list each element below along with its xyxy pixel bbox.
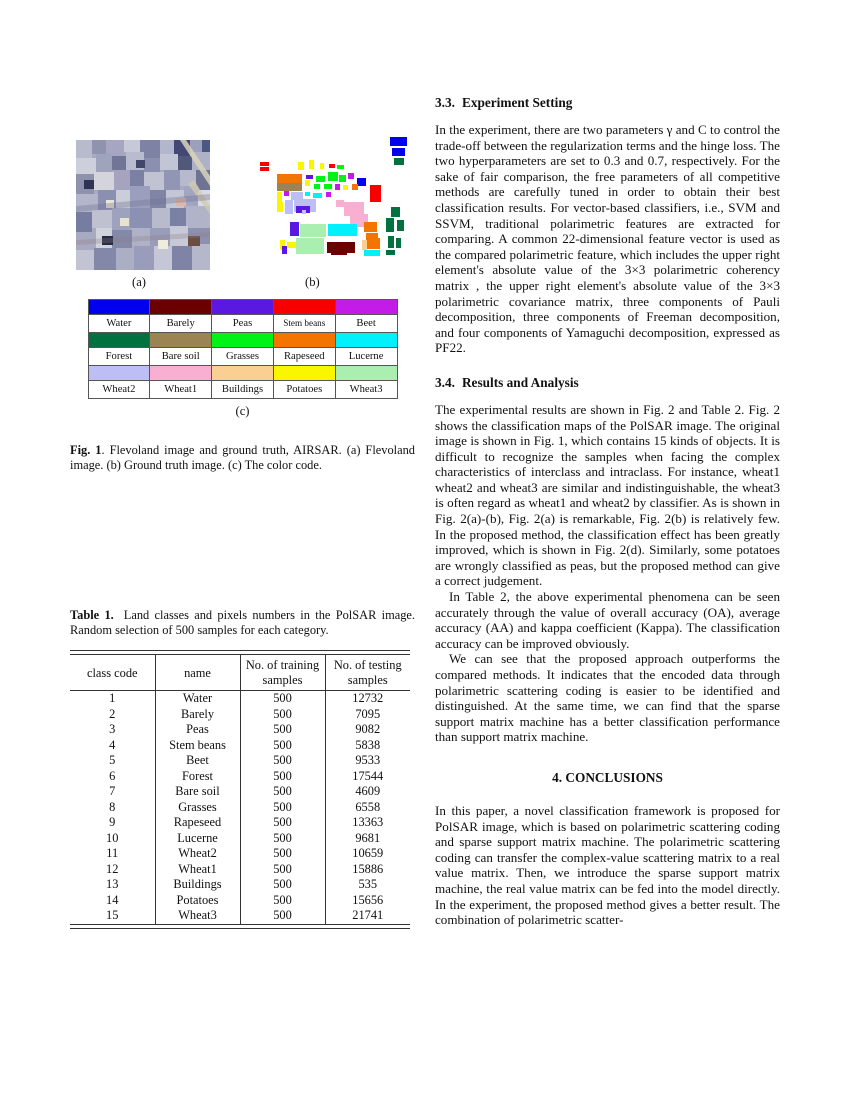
swatch-wheat2: [88, 366, 150, 381]
cell-name: Potatoes: [155, 893, 240, 909]
paragraph-experiment-setting: In the experiment, there are two parameters γ and C to control the trade-off between the regularization terms and the hinge loss. The two hyperparameters are set to 0.3 and 0.7, respectively. For the sake of fair comparison, the free parameters of all competitive methods are carefully tuned in order to obtain their best classification results. For vector-based classifiers, i.e., SVM and SSVM, traditional polarimetric features are extracted for comparing. A common 22-dimensional feature vector is used as the compared polarimetric feature, which includes the upper right element's absolute value of the 3×3 polarimetric coherency matrix , the upper right element's absolute value of the 3×3 polarimetric covariance matrix, three components of Pauli decomposition, three components of Freeman decomposition, and four components of Yamaguchi decomposition, expressed as PF22.: [435, 122, 780, 356]
column-header-training-line1: No. of training: [245, 658, 320, 673]
subcaption-b: (b): [305, 275, 320, 289]
cell-class-code: 15: [106, 908, 119, 923]
subcaption-a: (a): [132, 275, 146, 289]
column-header-class-code-line1: class code: [86, 665, 138, 680]
label-wheat2: Wheat2: [88, 381, 150, 399]
label-stem-beans: Stem beans: [273, 315, 335, 333]
paragraph-conclusions: In this paper, a novel classification framework is proposed for PolSAR image, which is based on polarimetric scattering coding and sparse support matrix machine. The polarimetric scattering coding can transfer the complex-value scattering matrix to a real value matrix. Then, we introduce the sparse support matrix machine, the real value matrix can be fed into the model directly. In the experiment, the proposed method gives a better result. The combination of polarimetric scatter-: [435, 802, 780, 928]
section-3-4-title: Results and Analysis: [461, 374, 579, 390]
table-1-caption-text: Land classes and pixels numbers in the PolSAR image. Random selection of 500 samples for each category.: [70, 608, 416, 638]
section-heading-3-3: [435, 95, 780, 111]
cell-testing-samples: 15886: [325, 862, 410, 878]
label-lucerne: Lucerne: [335, 348, 397, 366]
section-3-4-number: 3.4.: [435, 374, 455, 390]
cell-name: Bare soil: [155, 784, 240, 800]
cell-training-samples: 500: [240, 784, 325, 800]
cell-testing-samples: 21741: [325, 908, 410, 924]
cell-class-code: 4: [109, 737, 116, 752]
ground-truth-image-svg: [236, 132, 411, 272]
figure-1-caption-text: . Flevoland image and ground truth, AIRSAR. (a) Flevoland image. (b) Ground truth image. (c) The color code.: [70, 443, 415, 473]
cell-testing-samples: 13363: [325, 815, 410, 831]
cell-training-samples: 500: [240, 753, 325, 769]
cell-class-code: 11: [106, 846, 119, 861]
cell-class-code: 8: [109, 799, 116, 814]
table-row: [70, 846, 410, 862]
cell-name: Rapeseed: [155, 815, 240, 831]
cell-class-code: 6: [109, 768, 116, 783]
table-1-double-rule-bottom: [70, 924, 410, 928]
cell-training-samples: 500: [240, 846, 325, 862]
cell-testing-samples: 17544: [325, 769, 410, 785]
table-row: [70, 893, 410, 909]
table-row: [70, 877, 410, 893]
cell-training-samples: 500: [240, 738, 325, 754]
table-row: [70, 691, 410, 707]
cell-name: Lucerne: [155, 831, 240, 847]
table-row: [70, 800, 410, 816]
cell-testing-samples: 9082: [325, 722, 410, 738]
column-header-class-code: [70, 655, 155, 691]
table-row: [70, 908, 410, 924]
color-code-swatch-row: [88, 300, 397, 315]
cell-class-code: 9: [109, 815, 116, 830]
cell-name: Grasses: [155, 800, 240, 816]
swatch-lucerne: [335, 333, 397, 348]
cell-testing-samples: 535: [325, 877, 410, 893]
swatch-stem-beans: [273, 300, 335, 315]
figure-1-subcaptions: [70, 272, 415, 294]
cell-name: Buildings: [155, 877, 240, 893]
cell-class-code: 2: [109, 706, 116, 721]
figure-1-images-row: [70, 140, 415, 272]
cell-name: Water: [155, 691, 240, 707]
cell-class-code: 7: [109, 784, 116, 799]
figure-1-block: [70, 140, 415, 473]
label-beet: Beet: [335, 315, 397, 333]
color-code-label-row: [88, 348, 397, 366]
label-rapeseed: Rapeseed: [273, 348, 335, 366]
swatch-bare-soil: [150, 333, 212, 348]
table-row: [70, 769, 410, 785]
color-code-label-row: [88, 315, 397, 333]
cell-name: Wheat1: [155, 862, 240, 878]
cell-training-samples: 500: [240, 815, 325, 831]
column-header-testing-line2: samples: [347, 672, 388, 687]
label-wheat3: Wheat3: [335, 381, 397, 399]
label-water: Water: [88, 315, 150, 333]
section-heading-conclusions: 4. CONCLUSIONS: [552, 769, 663, 785]
swatch-buildings: [212, 366, 274, 381]
cell-class-code: 13: [106, 877, 119, 892]
cell-training-samples: 500: [240, 722, 325, 738]
table-1-footer: [70, 924, 410, 928]
conclusions-spacer: [435, 745, 780, 770]
cell-testing-samples: 9681: [325, 831, 410, 847]
cell-name: Wheat2: [155, 846, 240, 862]
cell-testing-samples: 15656: [325, 893, 410, 909]
cell-testing-samples: 5838: [325, 738, 410, 754]
column-header-training-line2: samples: [262, 672, 303, 687]
table-row: [70, 815, 410, 831]
cell-training-samples: 500: [240, 707, 325, 723]
column-header-testing-samples: [325, 655, 410, 691]
polsar-image-svg: [76, 140, 210, 270]
paragraph-results-3: We can see that the proposed approach outperforms the compared methods. It indicates that the encoded data through polarimetric scattering coding is easier to be identified and distinguished. At the same time, we can find that the sparse support matrix machine has a better classification performance than support matrix machine.: [435, 651, 780, 745]
table-1-header-row: [70, 655, 410, 691]
figure-1-caption: [70, 443, 415, 473]
paragraph-results-2: In Table 2, the above experimental phenomena can be seen accurately through the value of overall accuracy (OA), average accuracy (AA) and kappa coefficient (Kappa). The classification accuracy can be improved obviously.: [435, 589, 780, 651]
color-code-label-row: [88, 381, 397, 399]
table-1-caption: [70, 608, 415, 638]
swatch-grasses: [212, 333, 274, 348]
cell-testing-samples: 12732: [325, 691, 410, 707]
section-heading-3-4: [435, 375, 780, 391]
cell-class-code: 10: [106, 830, 119, 845]
swatch-barely: [150, 300, 212, 315]
cell-testing-samples: 7095: [325, 707, 410, 723]
cell-training-samples: 500: [240, 908, 325, 924]
swatch-wheat1: [150, 366, 212, 381]
swatch-potatoes: [273, 366, 335, 381]
figure-1-caption-lead: Fig. 1: [70, 443, 102, 457]
cell-name: Peas: [155, 722, 240, 738]
table-row: [70, 707, 410, 723]
cell-testing-samples: 9533: [325, 753, 410, 769]
cell-class-code: 1: [109, 691, 116, 706]
column-header-name: [155, 655, 240, 691]
cell-name: Stem beans: [155, 738, 240, 754]
swatch-peas: [212, 300, 274, 315]
cell-name: Forest: [155, 769, 240, 785]
table-row: [70, 738, 410, 754]
table-1-block: [70, 608, 415, 929]
cell-name: Wheat3: [155, 908, 240, 924]
ground-truth-image: [236, 132, 411, 272]
cell-training-samples: 500: [240, 862, 325, 878]
label-bare-soil: Bare soil: [150, 348, 212, 366]
table-row: [70, 753, 410, 769]
cell-class-code: 3: [109, 722, 116, 737]
cell-testing-samples: 4609: [325, 784, 410, 800]
label-grasses: Grasses: [212, 348, 274, 366]
flevoland-polsar-image: [76, 140, 210, 270]
section-spacer: [435, 356, 780, 375]
label-barely: Barely: [150, 315, 212, 333]
swatch-water: [88, 300, 150, 315]
column-header-testing-line1: No. of testing: [333, 658, 402, 673]
column-header-name-line1: name: [184, 665, 211, 680]
swatch-forest: [88, 333, 150, 348]
swatch-rapeseed: [273, 333, 335, 348]
cell-training-samples: 500: [240, 877, 325, 893]
color-code-legend-table: [88, 299, 398, 399]
table-row: [70, 784, 410, 800]
label-potatoes: Potatoes: [273, 381, 335, 399]
table-1-caption-lead: Table 1.: [70, 608, 114, 622]
label-wheat1: Wheat1: [150, 381, 212, 399]
section-3-3-number: 3.3.: [435, 95, 455, 110]
label-forest: Forest: [88, 348, 150, 366]
color-code-swatch-row: [88, 333, 397, 348]
swatch-wheat3: [335, 366, 397, 381]
cell-class-code: 14: [106, 892, 119, 907]
column-header-training-samples: [240, 655, 325, 691]
swatch-beet: [335, 300, 397, 315]
table-1: [70, 650, 410, 928]
cell-training-samples: 500: [240, 831, 325, 847]
cell-name: Beet: [155, 753, 240, 769]
label-buildings: Buildings: [212, 381, 274, 399]
table-1-body: [70, 691, 410, 925]
label-peas: Peas: [212, 315, 274, 333]
cell-training-samples: 500: [240, 691, 325, 707]
cell-testing-samples: 6558: [325, 800, 410, 816]
conclusions-heading-gap: [435, 786, 780, 803]
table-row: [70, 722, 410, 738]
cell-class-code: 12: [106, 861, 119, 876]
cell-training-samples: 500: [240, 893, 325, 909]
subcaption-c: (c): [235, 404, 250, 418]
table-rule-bottom: [70, 924, 410, 928]
table-1-header: [70, 651, 410, 691]
cell-training-samples: 500: [240, 769, 325, 785]
cell-class-code: 5: [109, 753, 116, 768]
cell-testing-samples: 10659: [325, 846, 410, 862]
table-row: [70, 831, 410, 847]
section-3-3-title: Experiment Setting: [461, 95, 573, 110]
paragraph-results-1: The experimental results are shown in Fig. 2 and Table 2. Fig. 2 shows the classification maps of the PolSAR image. The original image is shown in Fig. 1, which contains 15 kinds of objects. It is difficult to recognize the samples when facing the complex characteristics of interclass and intraclass. For instance, wheat1 wheat2 and wheat3 are similar and indistinguishable, the wheat3 is often regard as wheat1 and wheat2 by classifier. As is shown in Fig. 2(a)-(b), Fig. 2(a) is remarkable, Fig. 2(b) is relatively few. In the proposed method, the classification effect has been greatly improved, which is shown in Fig. 2(d). Similarly, some potatoes are wrongly classified as peas, but the proposed method can give a correct judgement.: [435, 401, 780, 589]
cell-name: Barely: [155, 707, 240, 723]
color-code-swatch-row: [88, 366, 397, 381]
right-column: [435, 95, 780, 928]
table-row: [70, 862, 410, 878]
cell-training-samples: 500: [240, 800, 325, 816]
